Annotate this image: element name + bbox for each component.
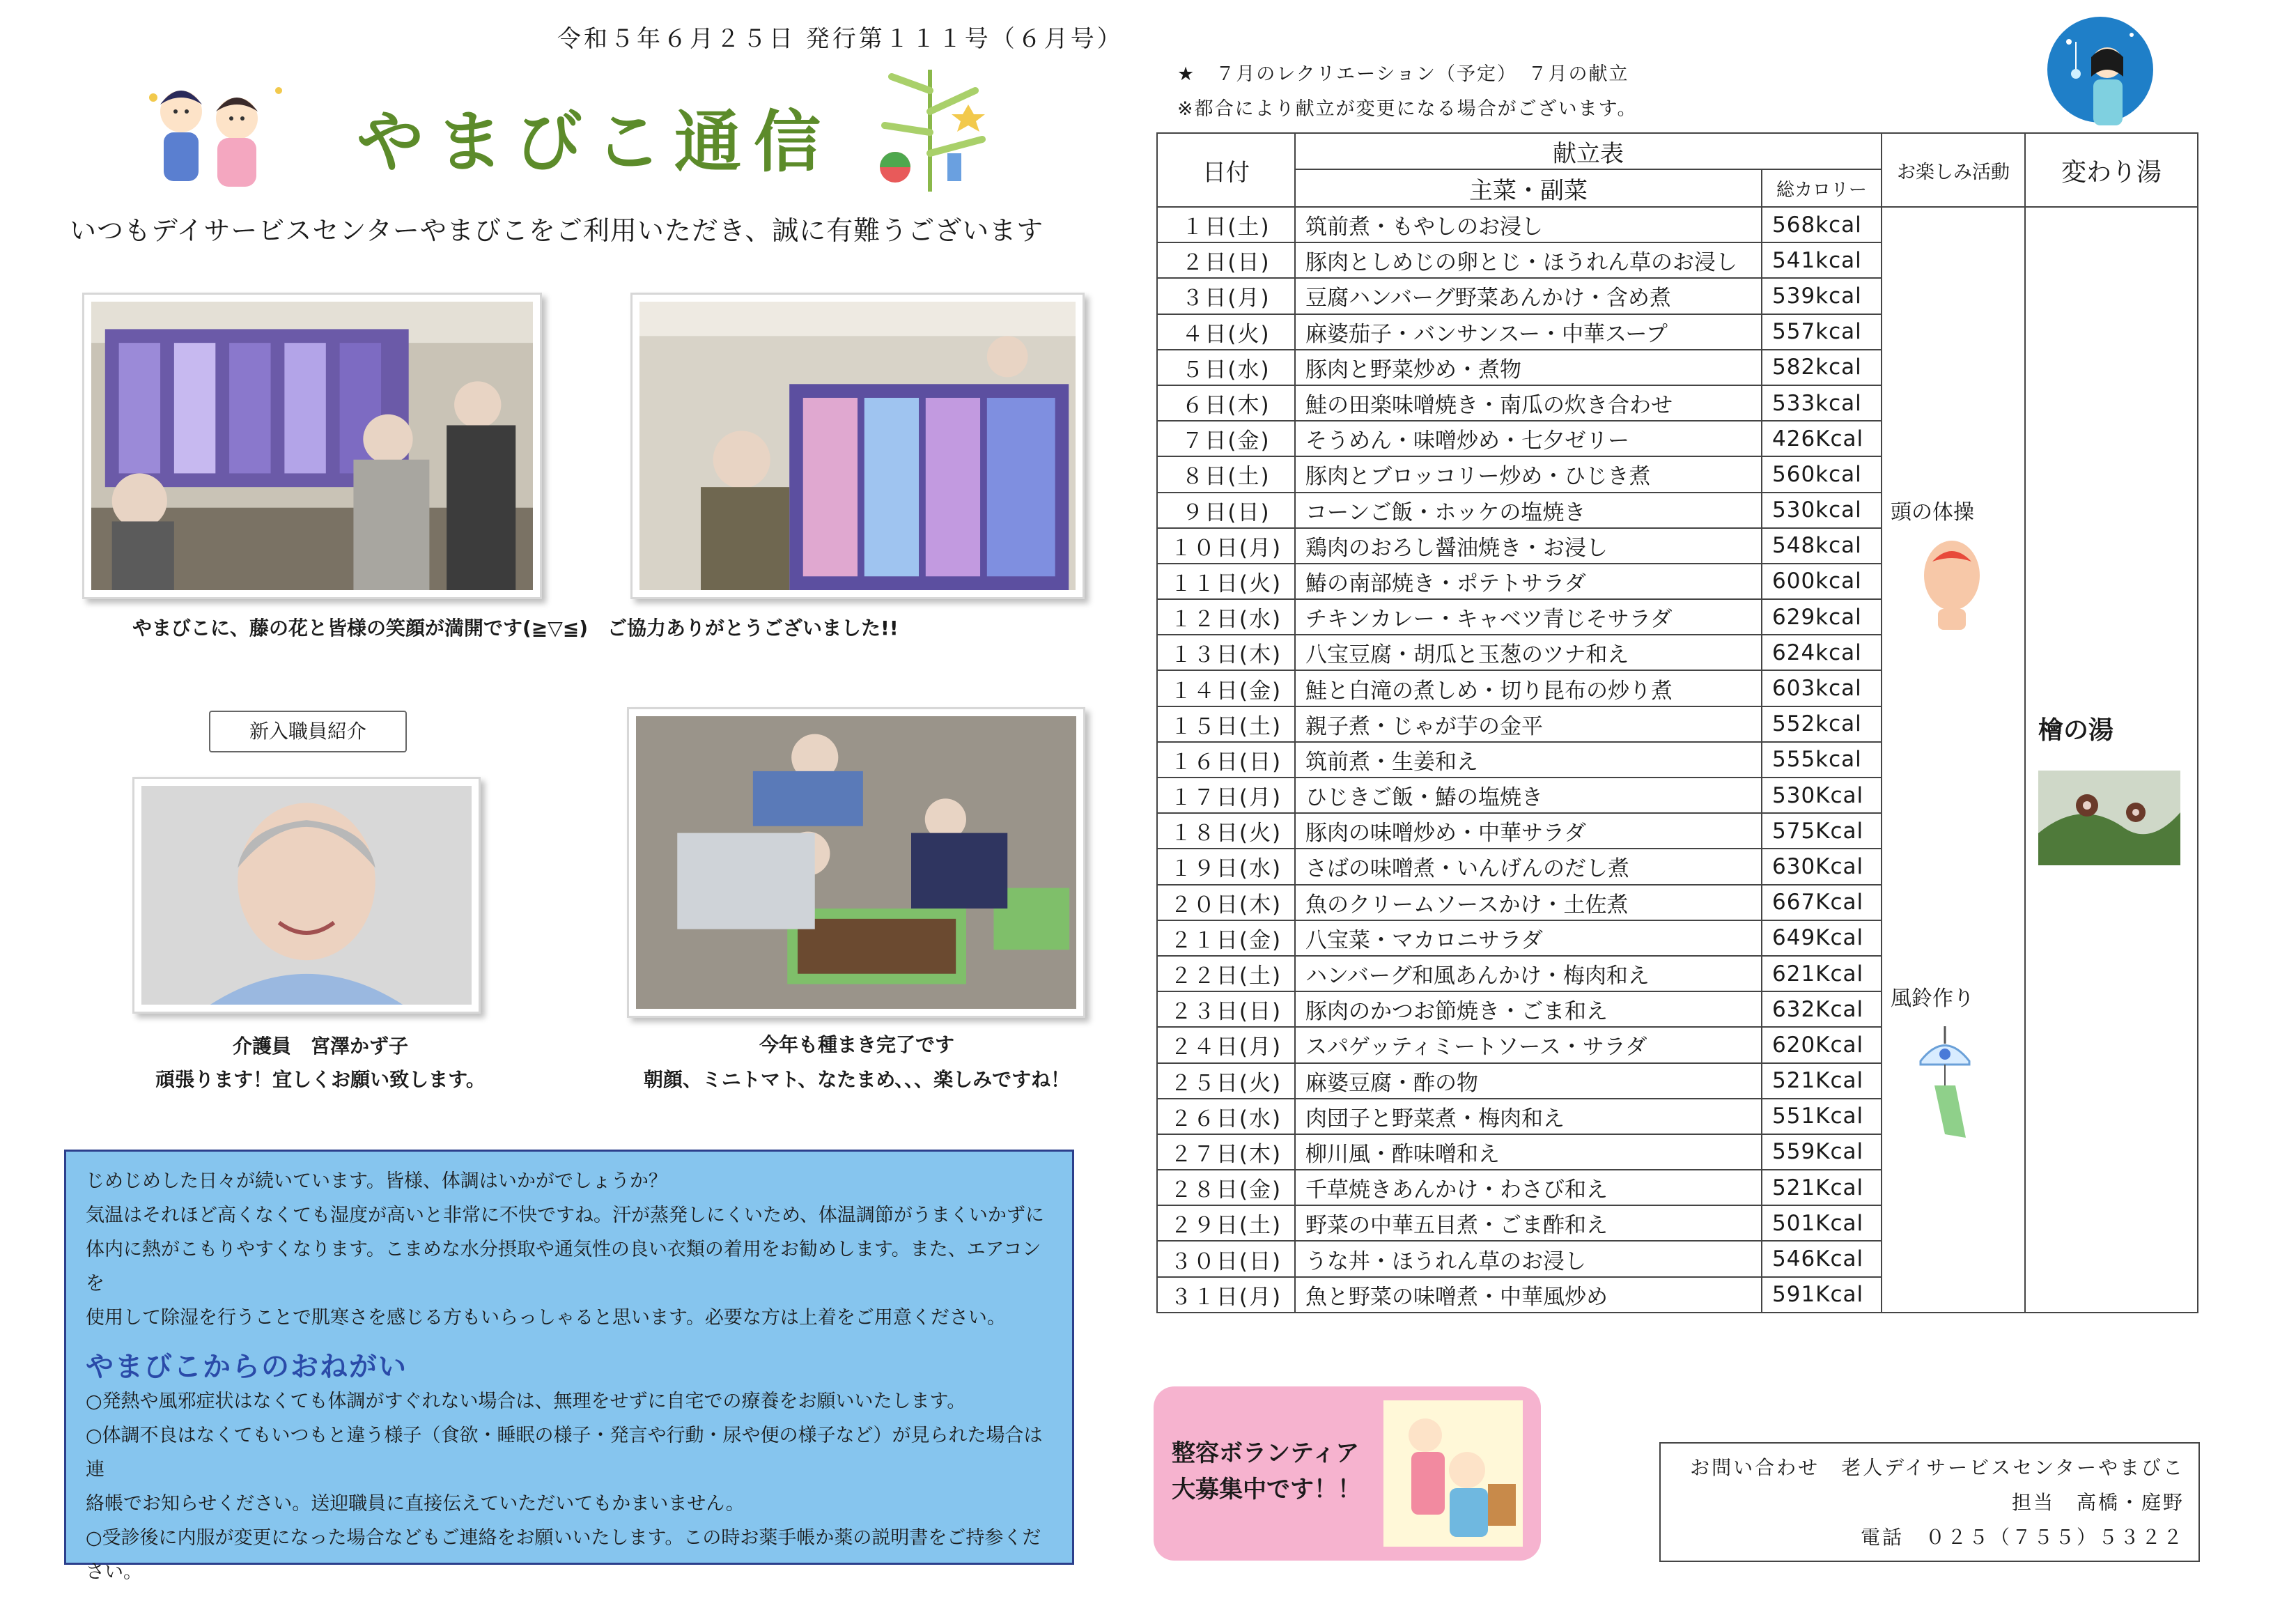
wind-chime-icon	[1910, 1023, 1980, 1147]
row-calories: 530Kcal	[1762, 778, 1882, 813]
contact-line: お問い合わせ 老人デイサービスセンターやまびこ	[1690, 1456, 2185, 1479]
contact-box	[1659, 1442, 2200, 1562]
row-date: ８日(土)	[1157, 456, 1295, 492]
row-calories: 539kcal	[1762, 278, 1882, 314]
row-calories: 501Kcal	[1762, 1205, 1882, 1241]
staff-greeting: 頑張ります！宜しくお願い致します。	[155, 1068, 486, 1091]
row-dish: 鮭の田楽味噌焼き・南瓜の炊き合わせ	[1295, 385, 1762, 421]
row-date: １６日(日)	[1157, 742, 1295, 778]
header-date: 日付	[1157, 133, 1295, 207]
photo-caption-wisteria: やまびこに、藤の花と皆様の笑顔が満開です(≧▽≦) ご協力ありがとうございました!!	[132, 617, 899, 640]
row-calories: 582kcal	[1762, 350, 1882, 385]
row-date: ２８日(金)	[1157, 1170, 1295, 1205]
row-calories: 575Kcal	[1762, 813, 1882, 849]
activity-brain-exercise: 頭の体操	[1891, 500, 1974, 525]
row-dish: 魚のクリームソースかけ・土佐煮	[1295, 885, 1762, 920]
health-notice-box	[64, 1150, 1074, 1583]
request-title: やまびこからのおねがい	[86, 1351, 408, 1383]
row-date: ４日(火)	[1157, 314, 1295, 350]
row-calories: 624kcal	[1762, 635, 1882, 670]
row-dish: ひじきご飯・鰆の塩焼き	[1295, 778, 1762, 813]
newsletter-title: やまびこ通信	[357, 102, 833, 181]
new-staff-label: 新入職員紹介	[209, 711, 407, 752]
request-line: 絡帳でお知らせください。送迎職員に直接伝えていただいてもかまいません。	[86, 1493, 745, 1515]
row-date: １日(土)	[1157, 207, 1295, 242]
row-date: １４日(金)	[1157, 670, 1295, 706]
row-calories: 546Kcal	[1762, 1241, 1882, 1276]
bath-hinoki: 檜の湯	[2038, 716, 2114, 745]
row-date: １２日(水)	[1157, 599, 1295, 635]
row-date: ２２日(土)	[1157, 956, 1295, 991]
table-row	[1157, 207, 2198, 242]
schedule-heading: ★ ７月のレクリエーション（予定） ７月の献立	[1177, 63, 1629, 85]
row-calories: 552kcal	[1762, 706, 1882, 742]
volunteer-line-2: 大募集中です！！	[1172, 1476, 1361, 1503]
activity-column	[1882, 207, 2025, 1313]
row-date: ２３日(日)	[1157, 991, 1295, 1027]
row-date: ２日(日)	[1157, 242, 1295, 278]
bath-column	[2025, 207, 2198, 1313]
schedule-note: ※都合により献立が変更になる場合がございます。	[1177, 98, 1638, 120]
row-date: ２６日(水)	[1157, 1099, 1295, 1134]
row-calories: 541kcal	[1762, 242, 1882, 278]
header-calories: 総カロリー	[1762, 169, 1882, 207]
row-dish: 鶏肉のおろし醤油焼き・お浸し	[1295, 528, 1762, 564]
row-date: ９日(日)	[1157, 493, 1295, 528]
row-dish: スパゲッティミートソース・サラダ	[1295, 1027, 1762, 1062]
row-dish: 麻婆豆腐・酢の物	[1295, 1063, 1762, 1099]
row-date: ２０日(木)	[1157, 885, 1295, 920]
row-date: ２５日(火)	[1157, 1063, 1295, 1099]
row-calories: 559Kcal	[1762, 1134, 1882, 1170]
row-date: １８日(火)	[1157, 813, 1295, 849]
row-calories: 521Kcal	[1762, 1063, 1882, 1099]
row-date: １３日(木)	[1157, 635, 1295, 670]
brain-head-icon	[1917, 534, 1987, 637]
row-dish: 鰆の南部焼き・ポテトサラダ	[1295, 564, 1762, 599]
row-dish: 麻婆茄子・バンサンスー・中華スープ	[1295, 314, 1762, 350]
row-calories: 557kcal	[1762, 314, 1882, 350]
row-dish: チキンカレー・キャベツ青じそサラダ	[1295, 599, 1762, 635]
row-dish: 魚と野菜の味噌煮・中華風炒め	[1295, 1277, 1762, 1313]
row-calories: 632Kcal	[1762, 991, 1882, 1027]
row-calories: 620Kcal	[1762, 1027, 1882, 1062]
row-calories: 667Kcal	[1762, 885, 1882, 920]
bamboo-decoration-illustration	[864, 63, 996, 195]
row-calories: 533kcal	[1762, 385, 1882, 421]
row-date: ３０日(日)	[1157, 1241, 1295, 1276]
notice-line: 体内に熱がこもりやすくなります。こまめな水分摂取や通気性の良い衣類の着用をお勧めします。また、エアコンを	[86, 1239, 1041, 1294]
row-dish: 筑前煮・生姜和え	[1295, 742, 1762, 778]
notice-line: 気温はそれほど高くなくても湿度が高いと非常に不快ですね。汗が蒸発しにくいため、体温調節がうまくいかずに	[86, 1205, 1044, 1226]
row-calories: 521Kcal	[1762, 1170, 1882, 1205]
header-activity: お楽しみ活動	[1882, 133, 2025, 207]
row-dish: 肉団子と野菜煮・梅肉和え	[1295, 1099, 1762, 1134]
row-calories: 630Kcal	[1762, 849, 1882, 884]
staff-name: 介護員 宮澤かず子	[232, 1035, 408, 1058]
row-dish: 柳川風・酢味噌和え	[1295, 1134, 1762, 1170]
row-date: １０日(月)	[1157, 528, 1295, 564]
row-dish: 野菜の中華五目煮・ごま酢和え	[1295, 1205, 1762, 1241]
row-dish: 豆腐ハンバーグ野菜あんかけ・含め煮	[1295, 278, 1762, 314]
row-date: １１日(火)	[1157, 564, 1295, 599]
row-dish: 豚肉とブロッコリー炒め・ひじき煮	[1295, 456, 1762, 492]
row-dish: ハンバーグ和風あんかけ・梅肉和え	[1295, 956, 1762, 991]
row-date: ７日(金)	[1157, 421, 1295, 456]
menu-table	[1156, 132, 2198, 1313]
row-dish: 豚肉の味噌炒め・中華サラダ	[1295, 813, 1762, 849]
seed-planting-caption-1: 今年も種まき完了です	[759, 1033, 954, 1056]
row-date: ６日(木)	[1157, 385, 1295, 421]
row-dish: 千草焼きあんかけ・わさび和え	[1295, 1170, 1762, 1205]
contact-phone: 電話 ０２５（７５５）５３２２	[1860, 1526, 2185, 1549]
volunteer-text	[1172, 1435, 1361, 1508]
notice-line: 使用して除湿を行うことで肌寒さを感じる方もいらっしゃると思います。必要な方は上着をご用意ください。	[86, 1307, 1006, 1329]
row-calories: 530kcal	[1762, 493, 1882, 528]
header-bath: 変わり湯	[2025, 133, 2198, 207]
tanabata-children-illustration	[139, 63, 286, 195]
row-dish: コーンご飯・ホッケの塩焼き	[1295, 493, 1762, 528]
hinoki-photo	[2038, 771, 2180, 871]
wisteria-wall-photo-1	[82, 293, 542, 599]
row-dish: 八宝菜・マカロニサラダ	[1295, 920, 1762, 956]
row-date: ５日(水)	[1157, 350, 1295, 385]
row-date: １９日(水)	[1157, 849, 1295, 884]
row-calories: 621Kcal	[1762, 956, 1882, 991]
row-calories: 649Kcal	[1762, 920, 1882, 956]
row-dish: 親子煮・じゃが芋の金平	[1295, 706, 1762, 742]
row-date: ２１日(金)	[1157, 920, 1295, 956]
header-dish: 主菜・副菜	[1295, 169, 1762, 207]
row-date: ２７日(木)	[1157, 1134, 1295, 1170]
row-calories: 551Kcal	[1762, 1099, 1882, 1134]
request-line: ○体調不良はなくてもいつもと違う様子（食欲・睡眠の様子・発言や行動・尿や便の様子など）が見られた場合は連	[86, 1425, 1043, 1480]
row-dish: 筑前煮・もやしのお浸し	[1295, 207, 1762, 242]
row-calories: 426Kcal	[1762, 421, 1882, 456]
row-dish: うな丼・ほうれん草のお浸し	[1295, 1241, 1762, 1276]
row-dish: 鮭と白滝の煮しめ・切り昆布の炒り煮	[1295, 670, 1762, 706]
header-menu: 献立表	[1295, 133, 1882, 169]
issue-date-line: 令和５年６月２５日 発行第１１１号（６月号）	[557, 25, 1124, 53]
row-date: ３１日(月)	[1157, 1277, 1295, 1313]
hair-care-illustration	[1383, 1400, 1523, 1547]
row-dish: 豚肉と野菜炒め・煮物	[1295, 350, 1762, 385]
row-calories: 603kcal	[1762, 670, 1882, 706]
new-staff-portrait-photo	[132, 777, 481, 1014]
row-dish: さばの味噌煮・いんげんのだし煮	[1295, 849, 1762, 884]
row-date: ３日(月)	[1157, 278, 1295, 314]
row-calories: 555kcal	[1762, 742, 1882, 778]
request-line: ○受診後に内服が変更になった場合などもご連絡をお願いいたします。この時お薬手帳か薬の説明書をご持参くだ	[86, 1527, 1041, 1549]
row-calories: 548kcal	[1762, 528, 1882, 564]
row-calories: 560kcal	[1762, 456, 1882, 492]
row-dish: そうめん・味噌炒め・七夕ゼリー	[1295, 421, 1762, 456]
notice-line: じめじめした日々が続いています。皆様、体調はいかがでしょうか？	[86, 1170, 667, 1192]
row-date: ２９日(土)	[1157, 1205, 1295, 1241]
request-line: ○発熱や風邪症状はなくても体調がすぐれない場合は、無理をせずに自宅での療養をお願いいたします。	[86, 1391, 966, 1412]
intro-text: いつもデイサービスセンターやまびこをご利用いただき、誠に有難うございます	[70, 215, 1044, 246]
row-dish: 八宝豆腐・胡瓜と玉葱のツナ和え	[1295, 635, 1762, 670]
row-calories: 568kcal	[1762, 207, 1882, 242]
volunteer-recruitment-box	[1154, 1386, 1541, 1561]
wind-chime-girl-illustration	[2041, 14, 2159, 125]
row-dish: 豚肉のかつお節焼き・ごま和え	[1295, 991, 1762, 1027]
row-dish: 豚肉としめじの卵とじ・ほうれん草のお浸し	[1295, 242, 1762, 278]
wisteria-wall-photo-2	[630, 293, 1085, 599]
volunteer-line-1: 整容ボランティア	[1172, 1439, 1360, 1467]
contact-person: 担当 高橋・庭野	[2011, 1491, 2185, 1514]
row-date: １５日(土)	[1157, 706, 1295, 742]
request-line: さい。	[86, 1561, 142, 1583]
seed-planting-caption-2: 朝顔、ミニトマト、なたまめ、、、楽しみですね！	[643, 1068, 1071, 1091]
row-date: ２４日(月)	[1157, 1027, 1295, 1062]
activity-wind-chime: 風鈴作り	[1891, 987, 1974, 1011]
row-calories: 591Kcal	[1762, 1277, 1882, 1313]
row-date: １７日(月)	[1157, 778, 1295, 813]
row-calories: 600kcal	[1762, 564, 1882, 599]
seed-planting-photo	[627, 707, 1085, 1018]
row-calories: 629kcal	[1762, 599, 1882, 635]
